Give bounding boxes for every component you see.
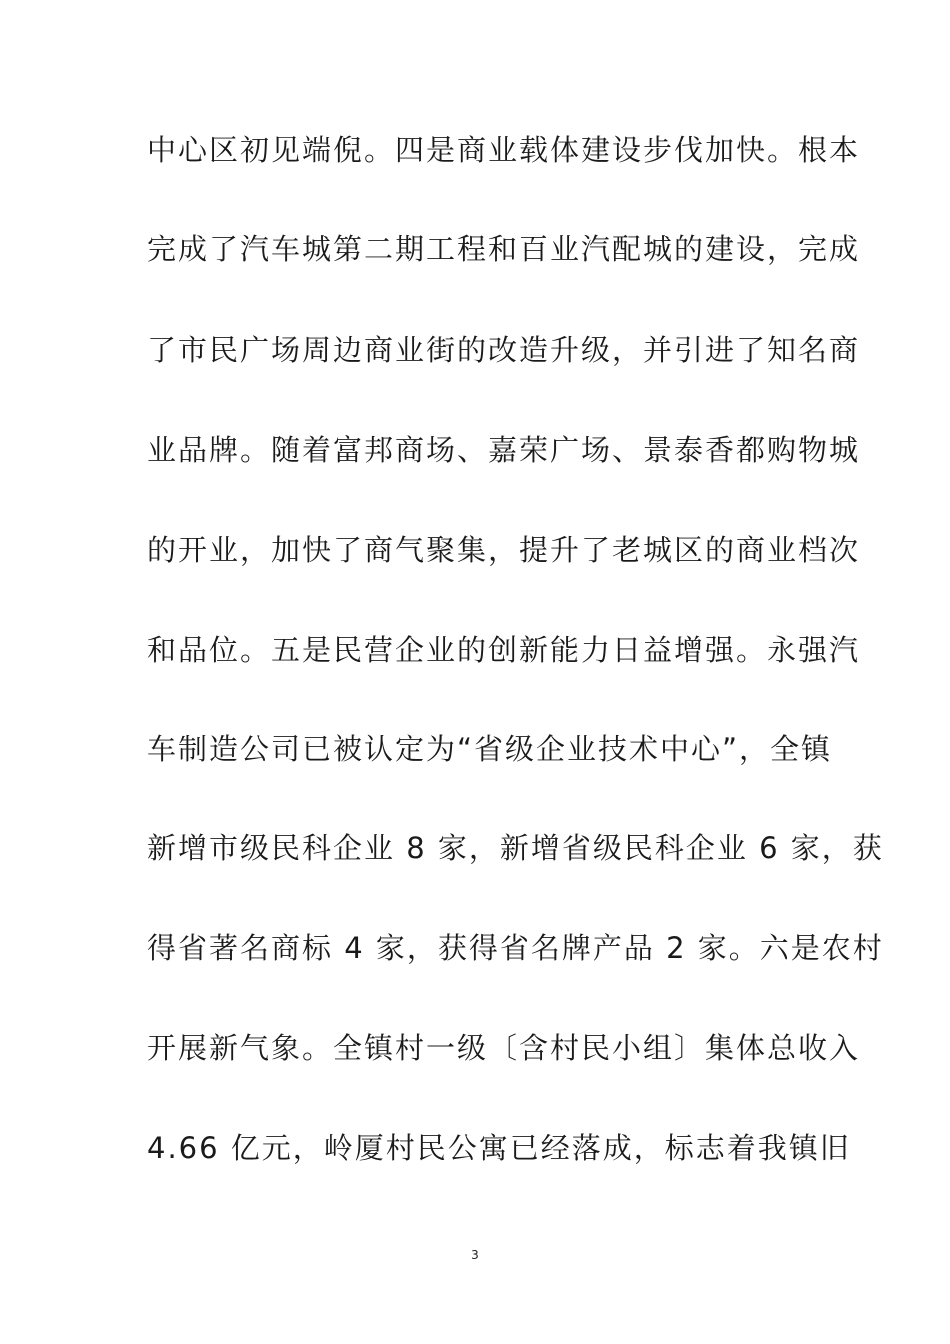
- page-number: 3: [471, 1248, 479, 1262]
- body-text-line-6: 和品位。五是民营企业的创新能力日益增强。永强汽: [147, 633, 861, 667]
- body-text-line-9: 得省著名商标 4 家，获得省名牌产品 2 家。六是农村: [147, 931, 884, 965]
- body-text-line-11: 4.66 亿元，岭厦村民公寓已经落成，标志着我镇旧: [147, 1131, 851, 1165]
- body-text-line-7: 车制造公司已被认定为“省级企业技术中心”，全镇: [147, 732, 833, 766]
- body-text-line-1: 中心区初见端倪。四是商业载体建设步伐加快。根本: [147, 133, 861, 167]
- body-text-line-8: 新增市级民科企业 8 家，新增省级民科企业 6 家，获: [147, 831, 884, 865]
- body-text-line-3: 了市民广场周边商业街的改造升级，并引进了知名商: [147, 333, 861, 367]
- body-text-line-2: 完成了汽车城第二期工程和百业汽配城的建设，完成: [147, 232, 861, 266]
- body-text-line-10: 开展新气象。全镇村一级〔含村民小组〕集体总收入: [147, 1031, 861, 1065]
- body-text-line-5: 的开业，加快了商气聚集，提升了老城区的商业档次: [147, 533, 861, 567]
- body-text-line-4: 业品牌。随着富邦商场、嘉荣广场、景泰香都购物城: [147, 433, 861, 467]
